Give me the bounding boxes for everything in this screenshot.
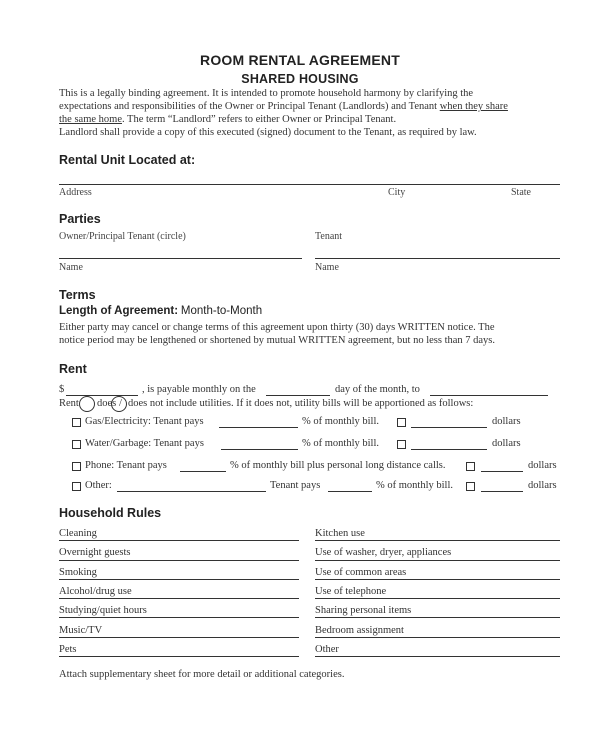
gas-pct-line [219,427,298,428]
rule-bedroom-line [315,637,560,638]
rule-overnight-line [59,560,299,561]
other-name-field[interactable] [117,479,266,491]
does-slash: / [119,398,122,409]
phone-pct-field[interactable] [180,459,226,471]
rule-other-line [315,656,560,657]
intro-underlined-share: when they share [439,101,508,112]
phone-dollars-line [481,471,523,472]
rule-cleaning-line [59,540,299,541]
intro-line-3 [59,114,396,125]
water-dollars-line [411,449,487,450]
rule-telephone-line [315,598,560,599]
address-field[interactable] [59,172,560,184]
water-pct-text: % of monthly bill. [302,438,379,449]
address-label: Address [59,187,92,198]
gas-pct-text: % of monthly bill. [302,416,379,427]
rent-amount-line [66,395,138,396]
gas-dollars-checkbox[interactable] [397,418,406,427]
does-not-circle[interactable] [111,396,127,412]
tenant-name-line [315,258,560,259]
gas-dollars-field[interactable] [411,415,487,427]
parties-heading: Parties [59,212,101,226]
other-label: Other: [85,480,112,491]
rule-sharing: Sharing personal items [315,605,412,616]
rule-other: Other [315,644,339,655]
rule-common-areas: Use of common areas [315,567,407,578]
gas-checkbox[interactable] [72,418,81,427]
household-rules-heading: Household Rules [59,506,162,520]
tenant-name-label: Name [315,262,339,273]
owner-label: Owner/Principal Tenant (circle) [59,231,186,242]
rule-washer-line [315,560,560,561]
rule-kitchen-line [315,540,560,541]
rule-kitchen: Kitchen use [315,528,365,539]
rule-smoking: Smoking [59,567,97,578]
rent-dollar-sign: $ [59,384,65,395]
rule-music-tv: Music/TV [59,625,103,636]
rule-smoking-line [59,579,299,580]
terms-line-1: Either party may cancel or change terms of this agreement upon thirty (30) days WRITTEN notice. The [59,322,495,333]
water-pct-line [221,449,298,450]
water-pct-field[interactable] [221,437,298,449]
rent-payable-text: , is payable monthly on the [142,384,256,395]
does-not-text: does not include utilities. If it does not, utility bills will be apportioned as follows: [128,398,474,409]
rule-music-line [59,637,299,638]
owner-name-label: Name [59,262,83,273]
terms-heading: Terms [59,288,96,302]
rule-sharing-line [315,617,560,618]
length-value: Month-to-Month [180,305,263,317]
household-footer-note: Attach supplementary sheet for more detail or additional categories. [59,669,345,680]
rent-heading: Rent [59,362,87,376]
address-line [59,184,560,185]
gas-pct-field[interactable] [219,415,298,427]
phone-label: Phone: Tenant pays [85,460,167,471]
intro-line-2 [59,101,508,112]
intro-line-3-text: . The term “Landlord” refers to either Owner or Principal Tenant. [121,114,397,125]
gas-dollars-line [411,427,487,428]
water-dollars-field[interactable] [411,437,487,449]
rent-word: Rent [59,398,79,409]
terms-line-2: notice period may be lengthened or shortened by mutual WRITTEN agreement, but no less than 7 days. [59,335,496,346]
rent-day-field[interactable] [266,383,330,395]
owner-name-field[interactable] [59,246,302,258]
rent-day-line [266,395,330,396]
does-circle[interactable] [79,396,95,412]
water-checkbox[interactable] [72,440,81,449]
rule-pets-line [59,656,299,657]
other-pct-field[interactable] [328,479,372,491]
rule-studying-line [59,617,299,618]
rule-studying: Studying/quiet hours [59,605,147,616]
rent-amount-field[interactable] [66,383,138,395]
gas-label: Gas/Electricity: Tenant pays [85,416,204,427]
other-tenant-pays: Tenant pays [270,480,321,491]
length-label: Length of Agreement: [59,305,179,317]
other-dollars-line [481,491,523,492]
city-label: City [388,187,406,198]
gas-dollars-text: dollars [492,416,521,427]
length-of-agreement [59,305,262,317]
rule-alcohol-line [59,598,299,599]
other-name-line [117,491,266,492]
water-dollars-checkbox[interactable] [397,440,406,449]
intro-line-2-text: expectations and responsibilities of the Owner or Principal Tenant (Landlords) and Tenant [59,101,440,112]
owner-name-line [59,258,302,259]
rule-alcohol: Alcohol/drug use [59,586,132,597]
rent-payee-line [430,395,548,396]
water-dollars-text: dollars [492,438,521,449]
phone-pct-line [180,471,226,472]
intro-line-1: This is a legally binding agreement. It is intended to promote household harmony by clarifying the [59,88,474,99]
document-subtitle: SHARED HOUSING [241,72,359,86]
rent-day-text: day of the month, to [335,384,420,395]
state-label: State [511,187,531,198]
phone-dollars-field[interactable] [481,459,523,471]
tenant-name-field[interactable] [315,246,560,258]
other-pct-text: % of monthly bill. [376,480,453,491]
document-title: ROOM RENTAL AGREEMENT [200,52,400,68]
intro-underlined-home: the same home [59,114,122,125]
intro-line-4: Landlord shall provide a copy of this executed (signed) document to the Tenant, as required by law. [59,127,477,138]
phone-checkbox[interactable] [72,462,81,471]
other-dollars-field[interactable] [481,479,523,491]
phone-dollars-checkbox[interactable] [466,462,475,471]
other-pct-line [328,491,372,492]
rule-washer: Use of washer, dryer, appliances [315,547,452,558]
rule-telephone: Use of telephone [315,586,387,597]
rental-unit-heading: Rental Unit Located at: [59,153,196,167]
rule-bedroom: Bedroom assignment [315,625,404,636]
phone-pct-text: % of monthly bill plus personal long distance calls. [230,460,446,471]
other-checkbox[interactable] [72,482,81,491]
rule-pets: Pets [59,644,77,655]
rent-payee-field[interactable] [430,383,548,395]
other-dollars-checkbox[interactable] [466,482,475,491]
other-dollars-text: dollars [528,480,557,491]
rule-common-line [315,579,560,580]
phone-dollars-text: dollars [528,460,557,471]
water-label: Water/Garbage: Tenant pays [85,438,204,449]
tenant-label: Tenant [315,231,343,242]
rule-overnight-guests: Overnight guests [59,547,131,558]
does-word: does [97,398,117,409]
rule-cleaning: Cleaning [59,528,97,539]
